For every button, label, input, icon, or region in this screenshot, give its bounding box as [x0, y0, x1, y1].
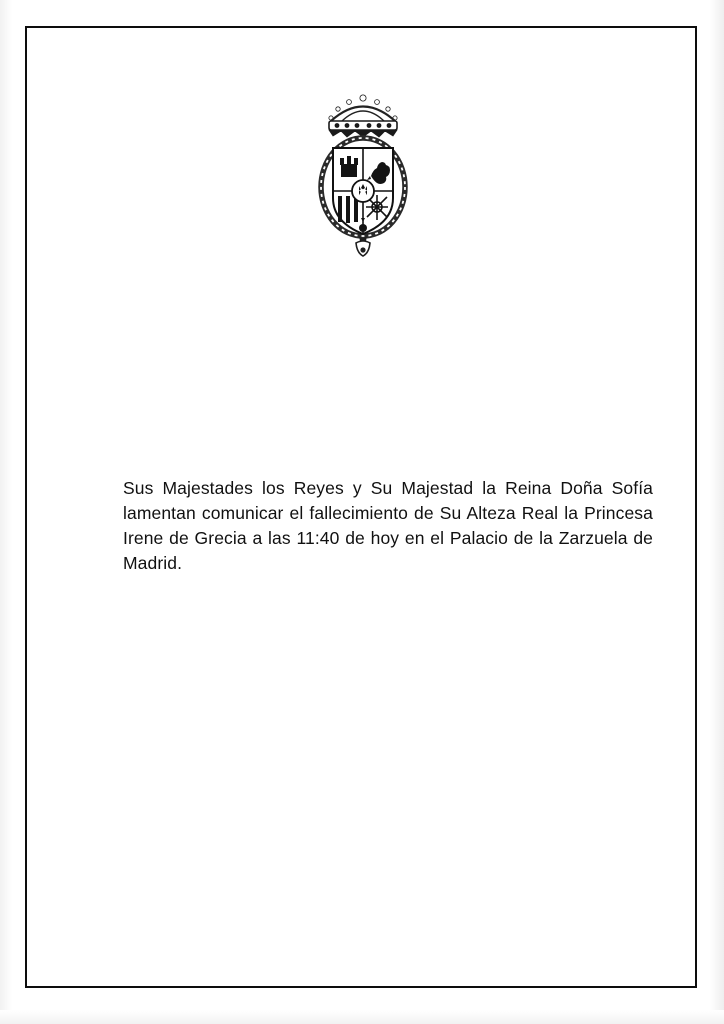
crest-container	[27, 90, 699, 280]
royal-coat-of-arms-icon	[293, 90, 433, 280]
page-edge-shadow-left	[0, 0, 12, 1024]
statement-body-text: Sus Majestades los Reyes y Su Majestad la Reina Doña Sofía lamentan comunicar el fallecimiento de Su Alteza Real la Princesa Irene de Grecia a las 11:40 de hoy en el Palacio de la Zarzuela de Madrid.	[123, 477, 653, 573]
page-edge-shadow-bottom	[0, 1010, 724, 1024]
document-border-frame	[25, 26, 697, 988]
page-edge-shadow-right	[710, 0, 724, 1024]
